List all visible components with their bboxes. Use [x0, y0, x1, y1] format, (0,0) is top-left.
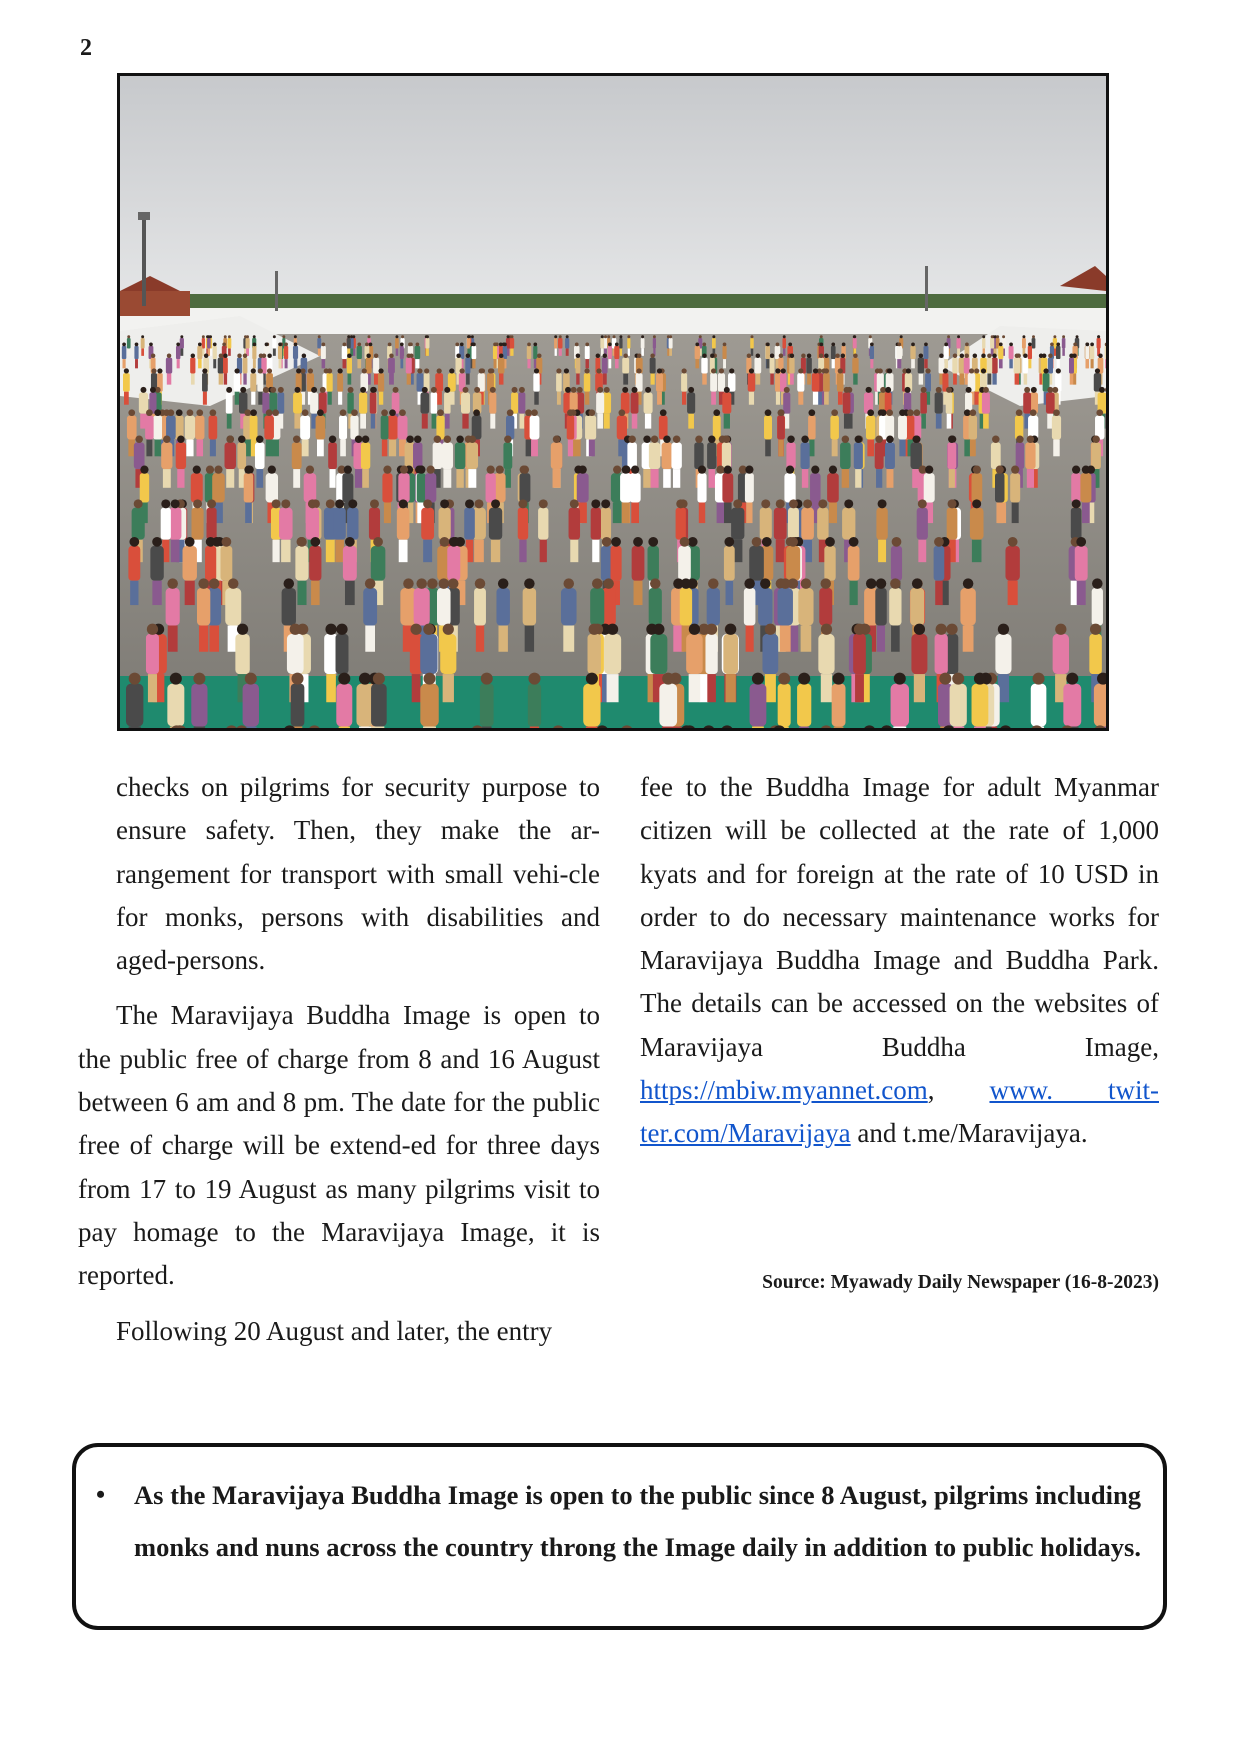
callout-item	[96, 1469, 1141, 1573]
page-number: 2	[80, 35, 92, 61]
twitter-link[interactable]: www. twit-ter.com/Maravijaya	[640, 1075, 1159, 1149]
right-column	[640, 766, 1159, 1156]
callout-text: As the Maravijaya Buddha Image is open to the public since 8 August, pilgrims including monks and nuns across the country throng the Image daily in addition to public holidays.	[134, 1480, 1141, 1562]
source-credit: Source: Myawady Daily Newspaper (16-8-2023)	[762, 1272, 1159, 1293]
right-paragraph	[640, 766, 1159, 1156]
right-text-after-links: and t.me/Maravijaya.	[857, 1118, 1088, 1149]
link-separator: ,	[927, 1075, 935, 1106]
crowd-photo-illustration	[120, 76, 1106, 728]
left-continuation-text: checks on pilgrims for security purpose to ensure safety. Then, they make the ar-rangement for transport with small vehi-cle for monks, persons with disabilities and aged-persons.	[116, 772, 600, 976]
left-column	[78, 766, 600, 1353]
mbiw-link[interactable]: https://mbiw.myannet.com	[640, 1075, 928, 1106]
callout-box	[72, 1443, 1167, 1630]
left-paragraph-1: The Maravijaya Buddha Image is open to the public free of charge from 8 and 16 August between 6 am and 8 pm. The date for the public free of charge will be extend-ed for three days from 17 to 19 August as many pilgrims visit to pay homage to the Maravijaya Image, it is reported.	[78, 1000, 600, 1291]
right-text-before-links: fee to the Buddha Image for adult Myanmar citizen will be collected at the rate of 1,000 kyats and for foreign at the rate of 10 USD in order to do necessary maintenance works for Maravijaya Buddha Image and Buddha Park. The details can be accessed on the websites of Maravijaya Buddha Image,	[640, 772, 1159, 1062]
tree-line	[120, 294, 1106, 310]
sky	[120, 76, 1106, 316]
bullet-icon: •	[96, 1480, 106, 1509]
crowd-photo	[117, 73, 1109, 731]
left-paragraph-2: Following 20 August and later, the entry	[116, 1315, 553, 1346]
light-pole	[142, 216, 146, 306]
